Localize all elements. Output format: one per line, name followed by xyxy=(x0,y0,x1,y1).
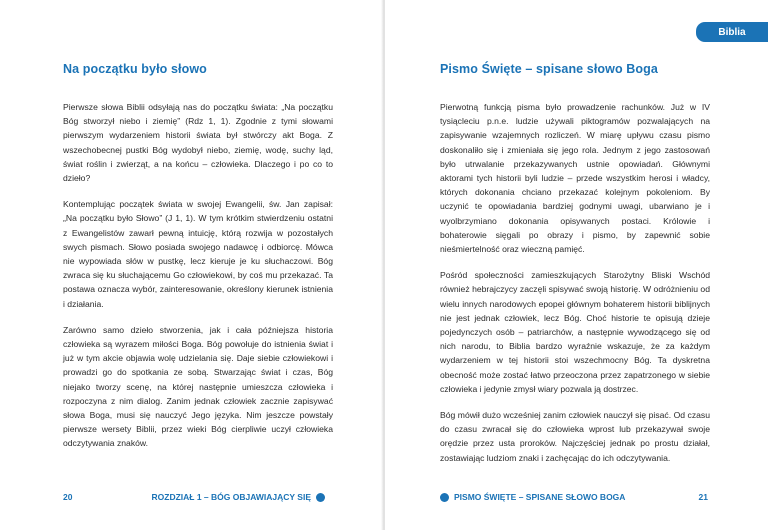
section-tab-label: Biblia xyxy=(718,26,746,38)
right-running-footer xyxy=(440,492,625,502)
left-footer-dot-icon xyxy=(316,493,325,502)
right-footer-dot-icon xyxy=(440,493,449,502)
right-page xyxy=(385,0,768,530)
section-tab xyxy=(696,22,768,42)
right-paragraph-1: Pierwotną funkcją pisma było prowadzenie rachunków. Już w IV tysiącleciu p.n.e. ludzie używali piktogramów pozwalających na zapisywanie wzajemnych rozliczeń. W miarę upływu czasu pismo doskonaliło się i zmieniała się jego rola. Jednym z jego zastosowań było utrwalanie przekazywanych ustnie opowiadań. Głównymi aktorami tych historii byli ludzie – przede wszystkim herosi i władcy, których dokonania chciano przekazać kolejnym pokoleniom. By uczynić te opowiadania bardziej godnymi uwagi, ubarwiano je i wyolbrzymiano dokonania opisywanych postaci. Królowie i bohaterowie sięgali po obrazy i pismo, by zapewnić sobie nieśmiertelność oraz wieczną pamięć. xyxy=(440,102,710,255)
right-paragraph-3: Bóg mówił dużo wcześniej zanim człowiek nauczył się pisać. Od czasu do czasu zwracał się do człowieka wprost lub przekazywał swoje orędzie przez usta proroków. Najczęściej jednak po prostu działał, zostawiając ludziom znaki i zachęcając do ich odczytywania. xyxy=(440,410,710,463)
left-paragraph-3: Zarówno samo dzieło stworzenia, jak i cała późniejsza historia człowieka są wyrazem miłości Boga. Bóg powołuje do istnienia świat i już w tym akcie objawia wolę udzielania się. Daje siebie człowiekowi i prowadzi go do spotkania ze sobą. Stwarzając świat i czas, Bóg niejako tworzy scenę, na której następnie umieszcza człowieka i rozpoczyna z nim dialog. Zanim jednak człowiek zacznie zapisywać słowa Boga, musi się nauczyć Jego języka. Nim jeszcze powstały pierwsze wersety Biblii, przez wieki Bóg cierpliwie uczył człowieka odczytywania znaków. xyxy=(63,324,333,449)
left-running-footer xyxy=(152,492,325,502)
left-chapter-label: ROZDZIAŁ 1 – BÓG OBJAWIAJĄCY SIĘ xyxy=(151,492,311,502)
right-page-body xyxy=(440,100,710,477)
left-page-title: Na początku było słowo xyxy=(63,62,207,76)
right-page-number: 21 xyxy=(698,492,708,502)
left-paragraph-1: Pierwsze słowa Biblii odsyłają nas do początku świata: „Na początku Bóg stworzył niebo i ziemię” (Rdz 1, 1). Zgodnie z tymi słowami pierwszym wydarzeniem historii świata był stwórczy akt Boga. Z wszechobecnej pustki Bóg wydobył niebo, ziemię, wodę, suchy ląd, świat roślin i zwierząt, a na końcu – człowieka. Dlaczego i po co to dzieło? xyxy=(63,102,333,184)
right-paragraph-2: Pośród społeczności zamieszkujących Starożytny Bliski Wschód również hebrajczycy zaczęli spisywać swoją historię. W odróżnieniu od wielu innych narodowych epopei głównym bohaterem historii biblijnych nie jest jednak człowiek, lecz Bóg. Choć historie te opisują dzieje pojedynczych osób – patriarchów, a następnie wywodzącego się od nich narodu, to Biblia bardzo wyraźnie wskazuje, że za każdym wydarzeniem w tej historii stoi wszechmocny Bóg. Ta dyskretna obecność może zostać łatwo przeoczona przez zapatrzonego w siebie człowieka i jedynie zmysł wiary pozwala ją dostrzec. xyxy=(440,270,710,394)
right-page-title: Pismo Święte – spisane słowo Boga xyxy=(440,62,658,76)
right-chapter-label: PISMO ŚWIĘTE – SPISANE SŁOWO BOGA xyxy=(454,492,626,502)
left-paragraph-2: Kontemplując początek świata w swojej Ewangelii, św. Jan zapisał: „Na początku było Słowo” (J 1, 1). W tym krótkim stwierdzeniu ostatni z Ewangelistów zawarł pewną intuicję, którą rozwija w pozostałych swych pismach. Słowo posiada swojego nadawcę i odbiorcę. Mówca nie wypowiada słów w pustkę, lecz kieruje je ku słuchaczowi. Bóg zwraca się ku słuchającemu Go człowiekowi, by coś mu przekazać. Ta postawa oznacza wybór, zainteresowanie, określony kierunek istnienia i działania. xyxy=(63,199,333,309)
left-page-number: 20 xyxy=(63,492,73,502)
left-page xyxy=(0,0,383,530)
left-page-body xyxy=(63,100,333,463)
